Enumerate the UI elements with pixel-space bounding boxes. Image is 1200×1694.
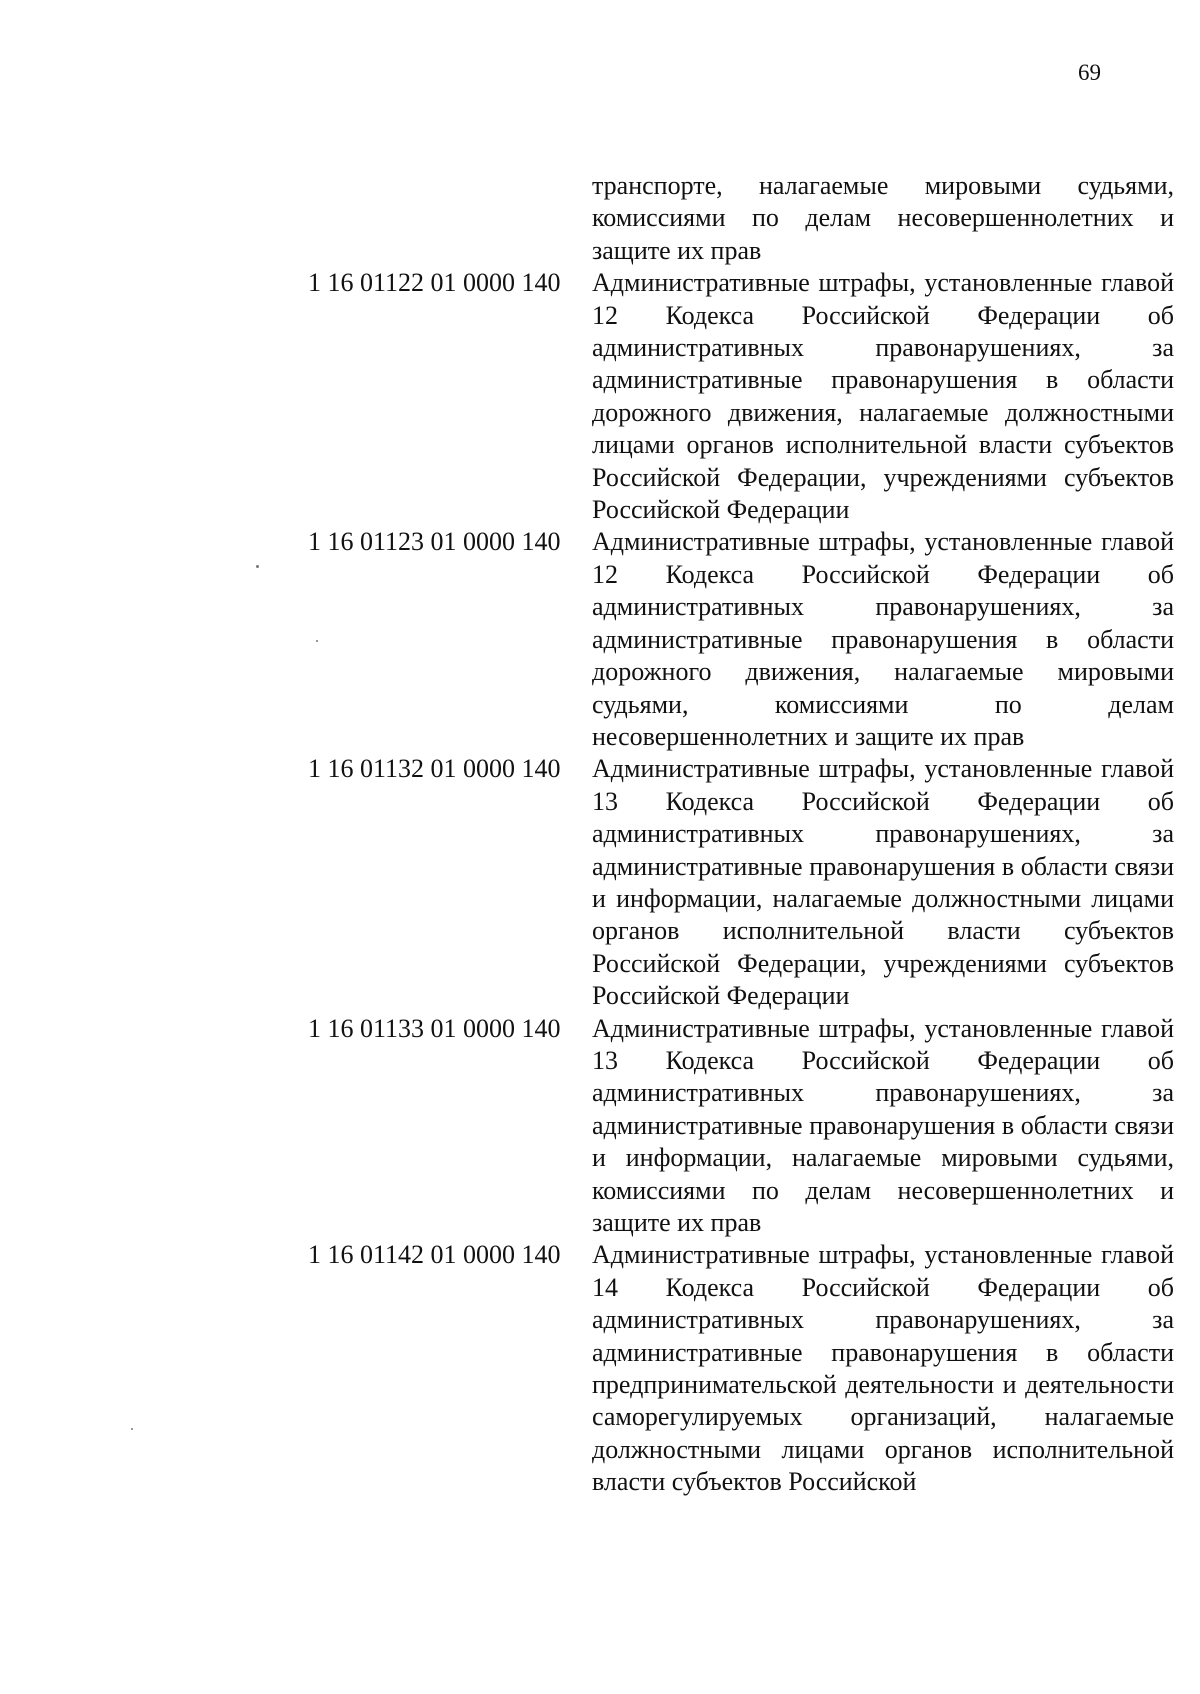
revenue-code: 1 16 01122 01 0000 140 [308, 268, 561, 298]
revenue-code: 1 16 01123 01 0000 140 [308, 527, 561, 557]
revenue-description: Административные штрафы, установленные главой 13 Кодекса Российской Федерации об административных правонарушениях, за административные правонарушения в области связи и информации, налагаемые мировыми судьями, комиссиями по делам несовершеннолетних и защите их прав [592, 1013, 1174, 1237]
scan-dust-mark [316, 640, 318, 642]
revenue-code-table [0, 170, 1200, 1499]
revenue-description: Административные штрафы, установленные главой 12 Кодекса Российской Федерации об административных правонарушениях, за административные правонарушения в области дорожного движения, налагаемые должностными лицами органов исполнительной власти субъектов Российской Федерации, учреждениями субъектов Российской Федерации [592, 268, 1174, 525]
revenue-code: 1 16 01132 01 0000 140 [308, 754, 561, 784]
table-row [0, 526, 1200, 753]
table-row [0, 170, 1200, 267]
revenue-description: Административные штрафы, установленные главой 12 Кодекса Российской Федерации об административных правонарушениях, за административные правонарушения в области дорожного движения, налагаемые мировыми судьями, комиссиями по делам несовершеннолетних и защите их прав [592, 527, 1174, 751]
scan-dust-mark [131, 1428, 133, 1430]
revenue-description: транспорте, налагаемые мировыми судьями, комиссиями по делам несовершеннолетних и защите их прав [592, 171, 1174, 265]
table-row [0, 753, 1200, 1012]
scan-dust-mark [256, 565, 259, 568]
table-row [0, 1239, 1200, 1498]
revenue-description: Административные штрафы, установленные главой 14 Кодекса Российской Федерации об административных правонарушениях, за административные правонарушения в области предпринимательской деятельности и деятельности саморегулируемых организаций, налагаемые должностными лицами органов исполнительной власти субъектов Российской [592, 1240, 1174, 1497]
revenue-code: 1 16 01142 01 0000 140 [308, 1240, 561, 1270]
revenue-code: 1 16 01133 01 0000 140 [308, 1013, 561, 1043]
revenue-description: Административные штрафы, установленные главой 13 Кодекса Российской Федерации об административных правонарушениях, за административные правонарушения в области связи и информации, налагаемые должностными лицами органов исполнительной власти субъектов Российской Федерации, учреждениями субъектов Российской Федерации [592, 754, 1174, 1011]
table-row [0, 1013, 1200, 1240]
table-row [0, 267, 1200, 526]
page-number: 69 [1078, 60, 1101, 85]
